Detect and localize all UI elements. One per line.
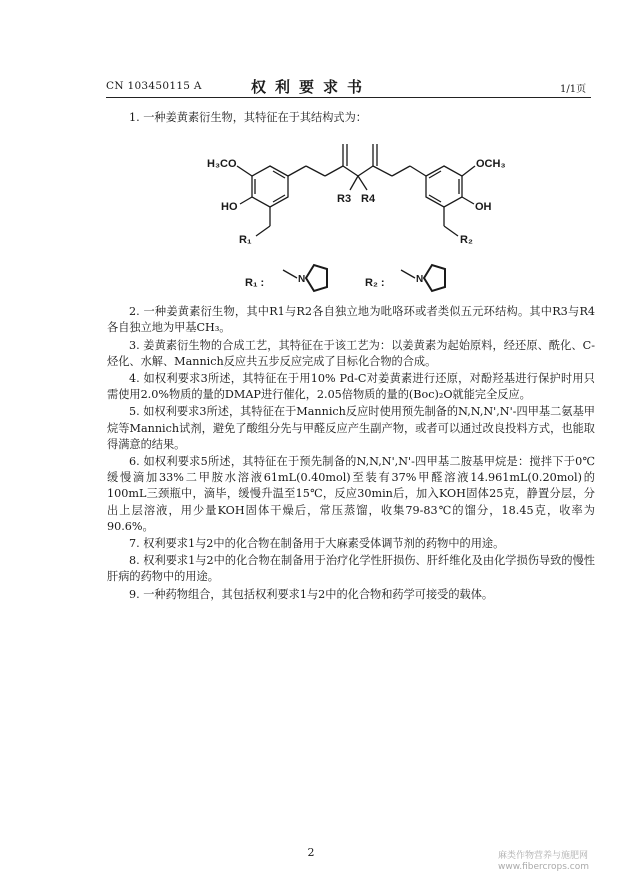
left-hydroxy-label: HO — [221, 201, 238, 214]
page-count: 1/1页 — [560, 84, 587, 95]
watermark — [498, 851, 589, 873]
claim-3: 3. 姜黄素衍生物的合成工艺，其特征在于该工艺为：以姜黄素为起始原料，经还原、酰化、C-烃化、水解、Mannich反应共五步反应完成了目标化合物的合成。 — [107, 338, 595, 368]
r1-label: R₁ — [239, 234, 252, 247]
claim-6: 6. 如权利要求5所述，其特征在于预先制备的N,N,N',N'-四甲基二胺基甲烷是：搅拌下于0℃缓慢滴加33%二甲胺水溶液61mL(0.40mol)至装有37%甲醛溶液14.961mL(0.20mol)的100mL三颈瓶中，滴毕，缓慢升温至15℃，反应30min后，加入KOH固体25克，静置分层，分出上层溶液，用少量KOH固体干燥后，常压蒸馏，收集79-83℃的馏分，18.45克，收率为90.6%。 — [107, 455, 595, 533]
chemical-structure — [103, 126, 591, 304]
claim-4: 4. 如权利要求3所述，其特征在于用10% Pd-C对姜黄素进行还原，对酚羟基进行保护时用只需使用2.0%物质的量的DMAP进行催化，2.05倍物质的量的(Boc)₂O就能完全反应。 — [107, 372, 595, 402]
left-methoxy-label: H₃CO — [207, 158, 237, 171]
r3-label: R3 — [337, 193, 352, 206]
claim-8: 8. 权利要求1与2中的化合物在制备用于治疗化学性肝损伤、肝纤维化及由化学损伤导致的慢性肝病的药物中的用途。 — [107, 554, 595, 584]
document-number: CN 103450115 A — [106, 80, 202, 92]
claim-1: 1. 一种姜黄素衍生物，其特征在于其结构式为： — [129, 111, 367, 124]
claim-5: 5. 如权利要求3所述，其特征在于Mannich反应时使用预先制备的N,N,N',N'-四甲基二氨基甲烷等Mannich试剂，避免了酸组分先与甲醛反应产生副产物，或者可以通过改良投料方式，也能取得满意的结果。 — [107, 405, 595, 451]
claim-2: 2. 一种姜黄素衍生物，其中R1与R2各自独立地为吡咯环或者类似五元环结构。其中R3与R4各自独立地为甲基CH₃。 — [107, 305, 595, 335]
watermark-title: 麻类作物营养与施肥网 — [498, 851, 589, 861]
claim-7: 7. 权利要求1与2中的化合物在制备用于大麻素受体调节剂的药物中的用途。 — [129, 537, 505, 551]
r1-definition-label: R₁ : — [245, 277, 265, 290]
page-title: 权利要求书 — [250, 78, 371, 96]
page-header — [0, 76, 622, 98]
claim-9: 9. 一种药物组合，其包括权利要求1与2中的化合物和药学可接受的载体。 — [129, 587, 494, 601]
r4-label: R4 — [361, 193, 376, 206]
header-rule — [106, 97, 591, 98]
page-number: 2 — [307, 846, 315, 859]
watermark-url: www.fibercrops.com — [498, 862, 589, 872]
r2-definition-label: R₂ : — [365, 277, 385, 290]
claims-list — [107, 110, 595, 604]
r1-nitrogen-label: N — [298, 274, 306, 286]
r2-nitrogen-label: N — [416, 274, 424, 286]
right-hydroxy-label: OH — [475, 201, 492, 214]
right-methoxy-label: OCH₃ — [476, 158, 506, 171]
r2-label: R₂ — [460, 234, 473, 247]
